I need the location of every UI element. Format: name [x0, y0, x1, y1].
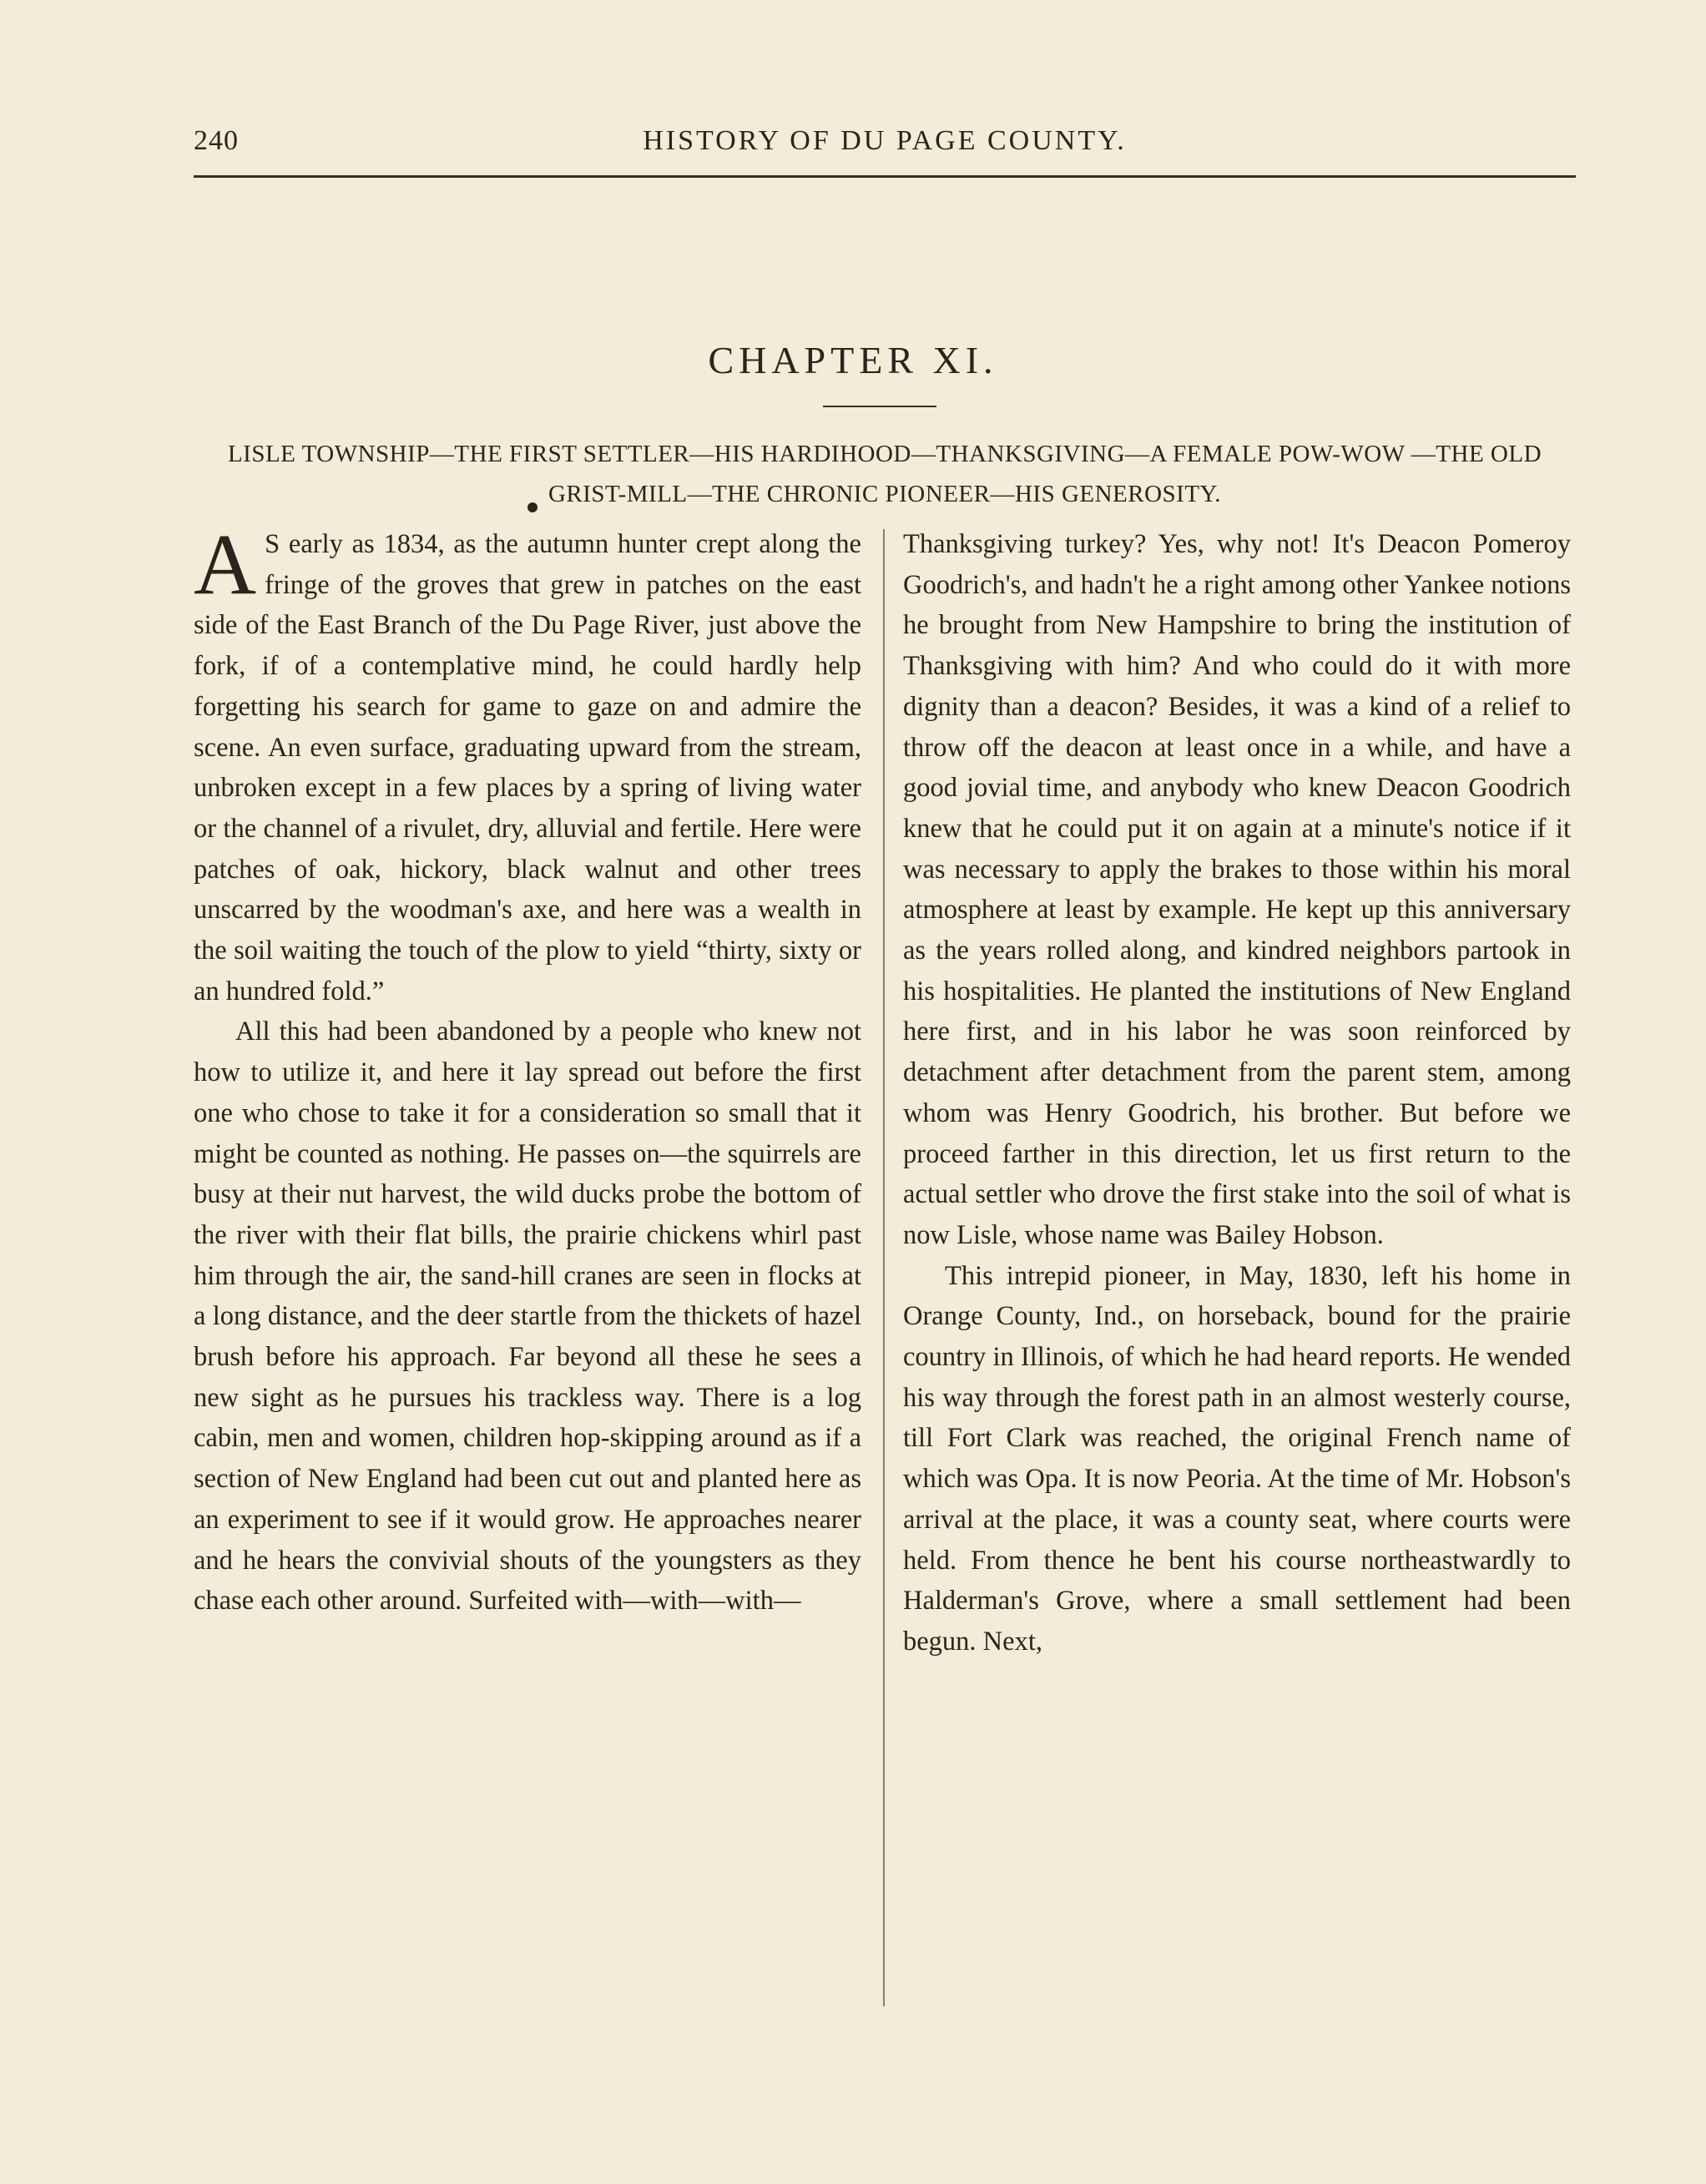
header-rule — [194, 175, 1576, 178]
running-title: HISTORY OF DU PAGE COUNTY. — [643, 125, 1127, 156]
column-divider — [883, 529, 885, 2006]
paragraph — [194, 517, 861, 1011]
right-column — [903, 524, 1571, 1662]
running-head — [194, 125, 1576, 169]
chapter-title: CHAPTER XI. — [708, 339, 998, 381]
paragraph: This intrepid pioneer, in May, 1830, left his home in Orange County, Ind., on horseback, bound for the prairie country in Illinois, of which he had heard reports. He wended his way through the forest path in an almost westerly course, till Fort Clark was reached, the original French name of which was Opa. It is now Peoria. At the time of Mr. Hobson's arrival at the place, it was a county seat, where courts were held. From thence he bent his course northeastwardly to Halderman's Grove, where a small settlement had been begun. Next, — [903, 1260, 1571, 1657]
drop-cap: A — [194, 517, 257, 613]
page-number: 240 — [194, 125, 239, 156]
ornament-dot — [527, 502, 538, 512]
chapter-synopsis: LISLE TOWNSHIP—THE FIRST SETTLER—HIS HARDIHOOD—THANKSGIVING—A FEMALE POW-WOW —THE OLD GRIST-MILL—THE CHRONIC PIONEER—HIS GENEROSITY. — [227, 441, 1542, 507]
paragraph: All this had been abandoned by a people who knew not how to utilize it, and here it lay spread out before the first one who chose to take it for a consideration so small that it might be counted as nothing. He passes on—the squirrels are busy at their nut harvest, the wild ducks probe the bottom of the river with their flat bills, the prairie chickens whirl past him through the air, the sand-hill cranes are seen in flocks at a long distance, and the deer startle from the thickets of hazel brush before his approach. Far beyond all these he sees a new sight as he pursues his trackless way. There is a log cabin, men and women, children hop-skipping around as if a section of New England had been cut out and planted here as an experiment to see if it would grow. He approaches nearer and he hears the convivial shouts of the youngsters as they chase each other around. Surfeited with—with—with— — [194, 1016, 861, 1617]
paragraph-text: S early as 1834, as the autumn hunter crept along the fringe of the groves that grew in patches on the east side of the East Branch of the Du Page River, just above the fork, if of a contemplative mind, he could hardly help forgetting his search for game to gaze on and admire the scene. An even surface, graduating upward from the stream, unbroken except in a few places by a spring of living water or the channel of a rivulet, dry, alluvial and fertile. Here were patches of oak, hickory, black walnut and other trees unscarred by the woodman's axe, and here was a wealth in the soil waiting the touch of the plow to yield “thirty, sixty or an hundred fold.” — [194, 529, 861, 1006]
paragraph: Thanksgiving turkey? Yes, why not! It's Deacon Pomeroy Goodrich's, and hadn't he a right among other Yankee notions he brought from New Hampshire to bring the institution of Thanksgiving with him? And who could do it with more dignity than a deacon? Besides, it was a kind of a relief to throw off the deacon at least once in a while, and have a good jovial time, and anybody who knew Deacon Goodrich knew that he could put it on again at a minute's notice if it was necessary to apply the brakes to those within his moral atmosphere at least by example. He kept up this anniversary as the years rolled along, and kindred neighbors partook in his hospitalities. He planted the institutions of New England here first, and in his labor he was soon reinforced by detachment after detachment from the parent stem, among whom was Henry Goodrich, his brother. But before we proceed farther in this direction, let us first return to the actual settler who drove the first stake into the soil of what is now Lisle, whose name was Bailey Hobson. — [903, 529, 1571, 1250]
chapter-rule — [823, 406, 936, 407]
left-column — [194, 517, 861, 1622]
